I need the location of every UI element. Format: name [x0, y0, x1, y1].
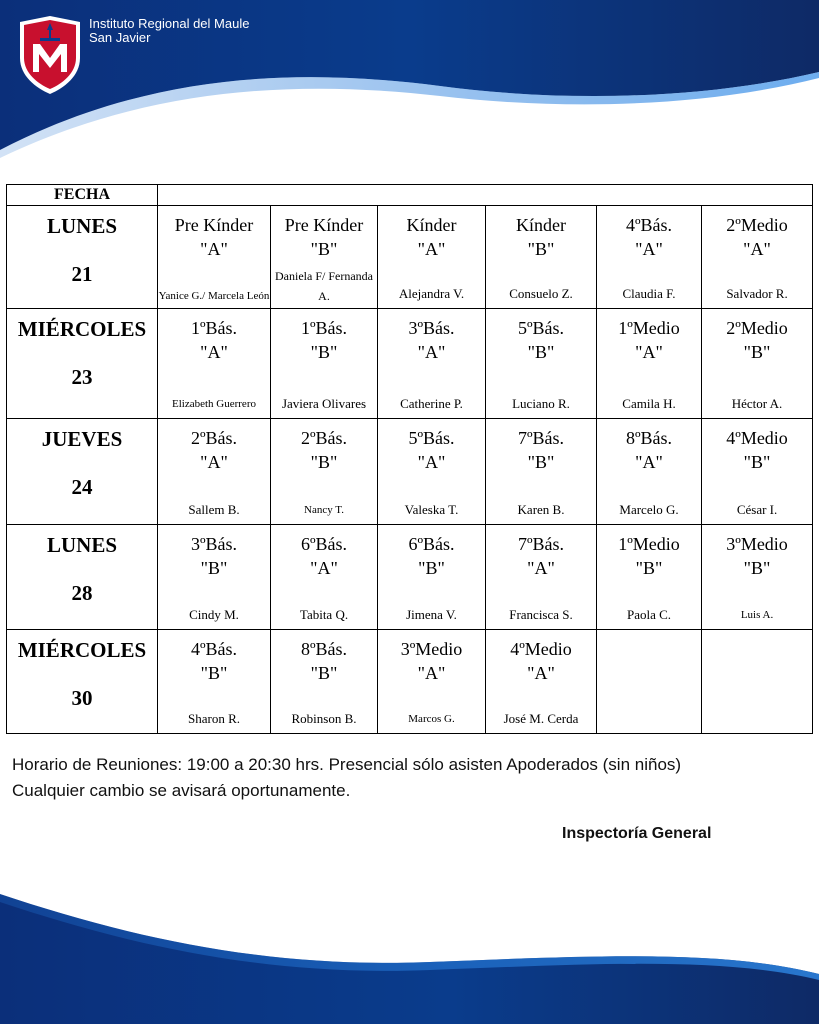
date-column-header: FECHA [7, 185, 158, 206]
course-cell [702, 419, 813, 525]
course-name: 5ºBás. [517, 318, 565, 338]
course-cell [378, 525, 486, 630]
day-cell [7, 419, 158, 525]
course-cell [158, 309, 271, 419]
course-section: "A" [635, 239, 663, 259]
course-cell [486, 309, 597, 419]
teacher-name: Sallem B. [188, 502, 240, 517]
course-name: 2ºBás. [190, 428, 238, 448]
day-name: LUNES [46, 214, 118, 238]
day-name: LUNES [46, 533, 118, 557]
table-row [7, 525, 813, 630]
footer-wave-background [0, 894, 819, 1024]
teacher-name: Karen B. [517, 502, 565, 517]
teacher-name: Javiera Olivares [281, 396, 367, 411]
signature: Inspectoría General [562, 825, 712, 842]
course-name: 6ºBás. [408, 534, 455, 554]
course-section: "A" [417, 452, 446, 472]
course-name: 1ºMedio [618, 318, 680, 338]
teacher-name: José M. Cerda [503, 711, 579, 726]
table-row [7, 206, 813, 309]
teacher-name: Yanice G./ Marcela León [158, 290, 270, 302]
course-cell [271, 630, 378, 734]
course-section: "A" [417, 663, 446, 683]
changes-note: Cualquier cambio se avisará oportunamente. [12, 781, 351, 800]
teacher-name: Luis A. [740, 609, 774, 621]
table-row [7, 630, 813, 734]
day-number: 24 [71, 475, 93, 499]
day-number: 23 [71, 365, 93, 389]
course-cell [702, 525, 813, 630]
course-section: "B" [310, 342, 338, 362]
course-name: 7ºBás. [517, 534, 565, 554]
day-cell [7, 630, 158, 734]
course-name: 6ºBás. [300, 534, 348, 554]
day-cell [7, 206, 158, 309]
course-name: Pre Kínder [284, 215, 364, 235]
course-section: "A" [743, 239, 771, 259]
teacher-name: Francisca S. [509, 607, 573, 622]
course-name: 4ºBás. [625, 215, 673, 235]
course-cell [597, 206, 702, 309]
course-cell [597, 525, 702, 630]
teacher-name: Jimena V. [406, 607, 457, 622]
course-name: 1ºMedio [618, 534, 680, 554]
teacher-name: Tabita Q. [299, 607, 349, 622]
course-section: "B" [743, 558, 771, 578]
teacher-name: Claudia F. [622, 286, 676, 301]
day-cell [7, 525, 158, 630]
course-cell [158, 419, 271, 525]
teacher-name: César I. [736, 502, 778, 517]
teacher-name: Elizabeth Guerrero [172, 398, 256, 410]
course-cell [378, 630, 486, 734]
teacher-name: Valeska T. [404, 502, 459, 517]
day-name: JUEVES [41, 427, 123, 451]
table-row [7, 309, 813, 419]
course-cell [271, 419, 378, 525]
teacher-name: Luciano R. [512, 396, 570, 411]
course-cell [158, 630, 271, 734]
teacher-name: Marcelo G. [619, 502, 679, 517]
course-name: 1ºBás. [190, 318, 238, 338]
course-section: "A" [635, 452, 663, 472]
day-name: MIÉRCOLES [17, 638, 147, 662]
course-section: "B" [635, 558, 663, 578]
course-name: 8ºBás. [625, 428, 673, 448]
day-number: 28 [71, 581, 93, 605]
course-section: "B" [200, 558, 228, 578]
teacher-name: Héctor A. [731, 396, 783, 411]
course-cell [702, 309, 813, 419]
course-cell [486, 525, 597, 630]
course-name: 7ºBás. [517, 428, 565, 448]
course-name: 8ºBás. [300, 639, 348, 659]
course-section: "A" [200, 452, 228, 472]
course-name: 3ºBás. [190, 534, 238, 554]
course-name: Kínder [406, 215, 457, 235]
institution-name: Instituto Regional del Maule [89, 16, 250, 31]
course-name: Kínder [516, 215, 566, 235]
institution-name-block [89, 17, 249, 45]
course-cell [486, 206, 597, 309]
course-section: "A" [417, 239, 446, 259]
institution-location: San Javier [89, 30, 151, 45]
course-section: "A" [310, 558, 338, 578]
teacher-name: Camila H. [622, 396, 676, 411]
table-header-row [7, 185, 813, 206]
meeting-notes [12, 752, 681, 804]
course-cell [486, 630, 597, 734]
course-section: "B" [743, 342, 771, 362]
course-section: "A" [527, 663, 555, 683]
teacher-name: Daniela F/ Fernanda A. [275, 269, 373, 303]
course-section: "B" [527, 342, 555, 362]
course-cell [597, 419, 702, 525]
course-section: "B" [310, 452, 338, 472]
course-cell [158, 525, 271, 630]
teacher-name: Catherine P. [400, 396, 463, 411]
course-name: 5ºBás. [408, 428, 455, 448]
course-cell [378, 206, 486, 309]
teacher-name: Sharon R. [188, 711, 240, 726]
teacher-name: Cindy M. [189, 607, 239, 622]
day-number: 21 [71, 262, 93, 286]
course-cell [597, 309, 702, 419]
course-section: "B" [527, 452, 555, 472]
course-section: "A" [417, 342, 446, 362]
meeting-schedule-table [6, 184, 813, 734]
course-name: 3ºMedio [726, 534, 788, 554]
course-section: "B" [200, 663, 228, 683]
course-section: "B" [418, 558, 445, 578]
course-cell [378, 309, 486, 419]
table-row [7, 419, 813, 525]
day-name: MIÉRCOLES [17, 317, 147, 341]
day-number: 30 [71, 686, 93, 710]
course-name: 3ºMedio [400, 639, 463, 659]
course-name: 2ºMedio [726, 318, 788, 338]
teacher-name: Robinson B. [291, 711, 357, 726]
course-cell [702, 630, 813, 734]
course-section: "A" [200, 342, 228, 362]
course-name: 4ºMedio [510, 639, 572, 659]
teacher-name: Alejandra V. [398, 286, 465, 301]
course-section: "A" [200, 239, 228, 259]
course-section: "A" [635, 342, 663, 362]
course-cell [702, 206, 813, 309]
teacher-name: Paola C. [626, 607, 672, 622]
course-name: 2ºBás. [300, 428, 348, 448]
course-section: "B" [527, 239, 555, 259]
course-name: 4ºBás. [190, 639, 238, 659]
day-cell [7, 309, 158, 419]
course-name: 3ºBás. [408, 318, 455, 338]
course-section: "B" [310, 663, 338, 683]
course-cell [271, 206, 378, 309]
course-cell [271, 525, 378, 630]
course-cell [597, 630, 702, 734]
teacher-name: Nancy T. [304, 504, 344, 516]
course-name: 1ºBás. [300, 318, 348, 338]
header-blank-cell [158, 185, 813, 206]
institution-logo [14, 14, 86, 96]
teacher-name: Marcos G. [408, 713, 455, 725]
course-section: "B" [743, 452, 771, 472]
course-name: 4ºMedio [726, 428, 788, 448]
course-section: "B" [310, 239, 338, 259]
course-section: "A" [527, 558, 555, 578]
meeting-hours-note: Horario de Reuniones: 19:00 a 20:30 hrs. Presencial sólo asisten Apoderados (sin niños) [12, 755, 682, 774]
course-cell [271, 309, 378, 419]
teacher-name: Consuelo Z. [509, 286, 573, 301]
course-cell [378, 419, 486, 525]
course-cell [486, 419, 597, 525]
course-name: 2ºMedio [726, 215, 788, 235]
teacher-name: Salvador R. [726, 286, 788, 301]
course-cell [158, 206, 271, 309]
course-name: Pre Kínder [174, 215, 254, 235]
